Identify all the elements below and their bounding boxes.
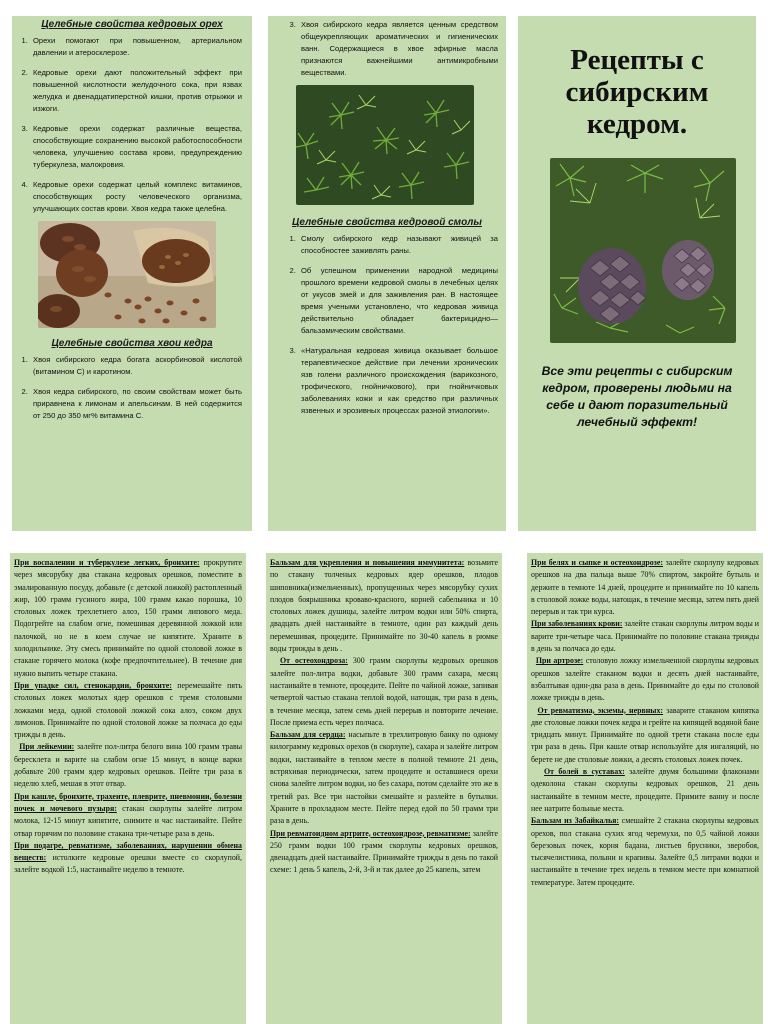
- pine-branches-photo: [296, 85, 474, 205]
- recipe-paragraph: [531, 815, 759, 889]
- list-item: 1. Смолу сибирского кедр называют живицей за способностее заживлять раны.: [298, 233, 498, 257]
- needles-list-continued: [268, 19, 506, 79]
- recipe-heading: При ревматоидном артрите, остеохондрозе, ревматизме:: [270, 828, 471, 838]
- list-item: 1. Хвоя сибирского кедра богата аскорбиновой кислотой (витамином С) и каротином.: [30, 354, 242, 378]
- panel-recipes-2: [266, 553, 502, 1024]
- recipe-body: столовую ложку измельченной скорлупы кедровых орешков залейте стаканом водки и десять дней настаивайте, взбалтывая один-два раза в день. Принимайте до еды по столовой ложке трижды в день.: [531, 656, 759, 703]
- recipe-body: перемешайте пять столовых ложек молотых ядер орешков с тремя столовыми ложками меда, одной столовой ложкой сока алоэ, соком двух лимонов. Принимайте по одной столовой ложке за полчаса до еды трижды в день.: [14, 680, 242, 740]
- list-item: 2. Кедровые орехи дают положительный эффект при повышенной кислотности желудочного сока, при язвах желудка и двенадцатиперстной кишки, против отрыжки и изжоги.: [30, 67, 242, 115]
- cedar-cones-photo: [550, 158, 736, 343]
- recipe-body: залейте пол-литра белого вина 100 грамм травы бересклета и варите на слабом огне 15 минут, в конце варки добавьте 200 грамм ядер кедровых орешков. Пейте три раза в неделю хлеб, мешая в этот отвар.: [14, 742, 242, 789]
- recipe-heading: При кашле, бронхите, трахеите, плеврите, пневмонии, болезни почек и мочевого пузыря:: [14, 791, 242, 813]
- page-title: Рецепты с сибирским кедром.: [565, 44, 709, 140]
- recipe-heading: При белях и сыпке и остеохондрозе:: [531, 558, 663, 567]
- section-title-nuts: Целебные свойства кедровых орех: [41, 19, 223, 30]
- recipe-body: 300 грамм скорлупы кедровых орешков залейте пол-литра водки, добавьте 300 грамм сахара, месяц настаивайте в темноте, процедите. Пейте по чайной ложке, запивая четвертой частью стакана теплой водой, натощак, три раза в день, в течение месяца, затем семь дней перерыв и повторите лечение. После приема есть через полчаса.: [270, 656, 498, 727]
- list-item: 3. Хвоя сибирского кедра является ценным средством общеукрепляющих ароматических и гигиенических ванн. Содержащиеся в хвое эфирные масла признаются важнейшими антимикробными веществами.: [298, 19, 498, 79]
- cone-right: [662, 240, 714, 300]
- recipe-heading: Бальзам из Забайкалья:: [531, 816, 620, 826]
- needles-list: [12, 354, 252, 422]
- recipe-heading: От болей в суставах:: [544, 767, 625, 777]
- recipe-body: залейте двумя большими флаконами одеколона стакан скорлупы кедровых орешков, 21 день настаивайте в темном месте, процедите. Примите ванну и после нее натрите больные места.: [531, 767, 759, 813]
- panel-recipes-3: [527, 553, 763, 1024]
- recipe-heading: При артрозе:: [535, 656, 584, 666]
- recipe-paragraph: [531, 655, 759, 704]
- list-item: 3. «Натуральная кедровая живица оказывает большое терапевтическое действие при лечении хронических язв голени различного происхождения (варикозного, трофического, гнойничкового), при гнойничковых заболеваниях кожи и как средство при различных язвенных и эрозивных процессах разной этиологии».: [298, 345, 498, 417]
- section-title-needles: Целебные свойства хвои кедра: [51, 338, 213, 349]
- list-item: 4. Кедровые орехи содержат целый комплекс витаминов, способствующих росту человеческого организма, улучшающих состав крови. Хвоя кедра также целебна.: [30, 179, 242, 215]
- recipe-paragraph: [14, 557, 242, 680]
- recipe-paragraph: [270, 557, 498, 655]
- recipe-heading: От остеохондроза:: [280, 656, 348, 666]
- recipe-paragraph: [531, 705, 759, 766]
- recipe-body: залейте стакан скорлупы литром воды и варите три-четыре часа. Принимайте по половине стакана трижды в день за полчаса до еды.: [531, 619, 760, 654]
- recipe-body: смешайте 2 стакана скорлупы кедровых орехов, пол стакана сухих ягод черемухи, по 0,5 чайной ложки березовых почек, корня бадана, листьев брусники, зверобоя, тысячелистника, полыни и крапивы. Залейте 0,5 литрами водки и настаивайте в течение трех недель в темном месте при комнатной температуре. Затем процедите.: [531, 816, 759, 887]
- slogan: Все эти рецепты с сибирским кедром, проверены людьми на себе и дают поразительный лечебный эффект!: [541, 364, 733, 429]
- recipe-body: залейте скорлупу кедровых орешков на два пальца выше 70% спиртом, закройте бутыль и держите в темноте 14 дней, процедите и принимайте по 10 капель в столовой ложке воды, натощак, в течение месяца, затем пять дней перерыв и так три курса.: [531, 558, 760, 617]
- recipe-heading: При лейкемии:: [19, 742, 75, 752]
- recipe-paragraph: [531, 557, 759, 618]
- recipe-body: возьмите по стакану толченых кедровых ядер орешков, плодов шиповника(измельченных), пропущенных через мясорубку сухих плодов боярышника кроваво-красного, корней сабельника и 10 столовых ложек душицы, залейте литром водки или 50% спирта, двадцать дней настаивайте в темноте, один раз каждый день перемешивая, процедите. Принимайте по 30-40 капель в рюмке воды трижды в день .: [270, 558, 498, 654]
- recipe-heading: При подагре, ревматизме, заболеваниях, нарушении обмена веществ:: [14, 840, 242, 863]
- recipe-body: стакан скорлупы залейте литром молока, 12-15 минут кипятите, снимите и час настаивайте. Пейте отвар горячим по половине стакана три-четыре раза в день.: [14, 803, 242, 838]
- recipe-paragraph: [14, 840, 242, 877]
- panel-recipes-1: [10, 553, 246, 1024]
- panel-nuts-needles: [12, 16, 252, 531]
- nuts-list: [12, 35, 252, 215]
- recipe-paragraph: [531, 618, 759, 655]
- recipe-heading: При воспалении и туберкулезе легких, бронхите:: [14, 558, 200, 567]
- recipe-paragraph: [270, 729, 498, 827]
- list-item: 2. Об успешном применении народной медицины прошлого времени кедровой смолы в лечебных целях от укусов змей и для заживления ран. В настоящее время учеными установлено, что кедровая живица действительно обладает бактерицидно—бальзамическим свойствами.: [298, 265, 498, 337]
- recipe-paragraph: [531, 766, 759, 815]
- section-title-resin: Целебные свойства кедровой смолы: [292, 217, 482, 228]
- recipe-paragraph: [14, 741, 242, 790]
- recipe-heading: От ревматизма, экземы, нервных:: [537, 705, 664, 715]
- recipe-paragraph: [14, 791, 242, 840]
- recipe-heading: Бальзам для сердца:: [270, 730, 346, 740]
- list-item: 2. Хвоя кедра сибирского, по своим свойствам может быть приравнена к лимонам и апельсинам. В ней содержится от 250 до 350 мг% витамина С.: [30, 386, 242, 422]
- recipe-body: залейте 250 грамм водки 100 грамм скорлупы кедровых орешков, двенадцать дней настаивайте. Принимайте трижды в день по такой схеме: 1 день 5 капель, 2-й, 3-й и так далее до 25 капель, затем: [270, 828, 498, 875]
- recipe-body: насыпьте в трехлитровую банку по одному килограмму кедровых орехов (в скорлупе), сахара и залейте литром водки, настаивайте в теплом месте в полной темноте 21 день, встряхивая периодически, затем процедите и оставшиеся орехи снова залейте литром водки, но без сахара, потом сделайте это же в третий раз. Все три настойки смешайте и разлейте в бутылки. Храните в прохладном месте. Пейте перед едой по 50 грамм три раза в день.: [270, 730, 498, 826]
- cone-left: [578, 248, 646, 324]
- recipe-paragraph: [14, 680, 242, 741]
- recipe-paragraph: [270, 655, 498, 729]
- cedar-nuts-photo: [38, 221, 216, 328]
- list-item: 1. Орехи помогают при повышенном, артериальном давлении и атеросклерозе.: [30, 35, 242, 59]
- recipe-paragraph: [270, 828, 498, 877]
- panel-cover: [518, 16, 756, 531]
- recipes-text: [10, 553, 246, 877]
- recipe-heading: При упадке сил, стенокардии, бронхите:: [14, 680, 172, 690]
- recipe-body: прокрутите через мясорубку два стакана кедровых орешков, поместите в эмалированную посуду, добавьте (с детской ложкой) растопленный жир, 100 грамм гусиного жира, 100 грамм какао порошка, 10 столовых ложек трехлетнего алоэ, 150 грамм липового меда. Подогрейте на слабом огне, помешивая деревянной ложкой или палочкой, но не в коем случае не кипятите. Храните в холодильнике. Эту смесь принимайте по одной столовой ложке в стакане горячего молока (кофе предпочтительнее). В течение дня нужно выпить четыре стакана.: [14, 558, 242, 678]
- recipe-heading: При заболеваниях крови:: [531, 619, 623, 629]
- panel-needles-resin: [268, 16, 506, 531]
- recipes-text: [266, 553, 502, 877]
- recipe-body: заварите стаканом кипятка две столовые ложки почек кедра и грейте на кипящей водяной бане тридцать минут. Принимайте по одной трети стакана после еды три раза в день. При кашле отвар используйте для ингаляций, но берете не две столовые ложки, а десять столовых ложек почек.: [531, 705, 759, 764]
- resin-list: [268, 233, 506, 417]
- recipe-body: истолките кедровые орешки вместе со скорлупой, залейте водкой 1:5, настаивайте неделю в темноте.: [14, 853, 242, 875]
- recipes-text: [527, 553, 763, 889]
- recipe-heading: Бальзам для укрепления и повышения иммунитета:: [270, 558, 465, 567]
- list-item: 3. Кедровые орехи содержат различные вещества, способствующие сохранению высокой работоспособности человека, улучшению состава крови, предупреждению туберкулеза, малокровия.: [30, 123, 242, 171]
